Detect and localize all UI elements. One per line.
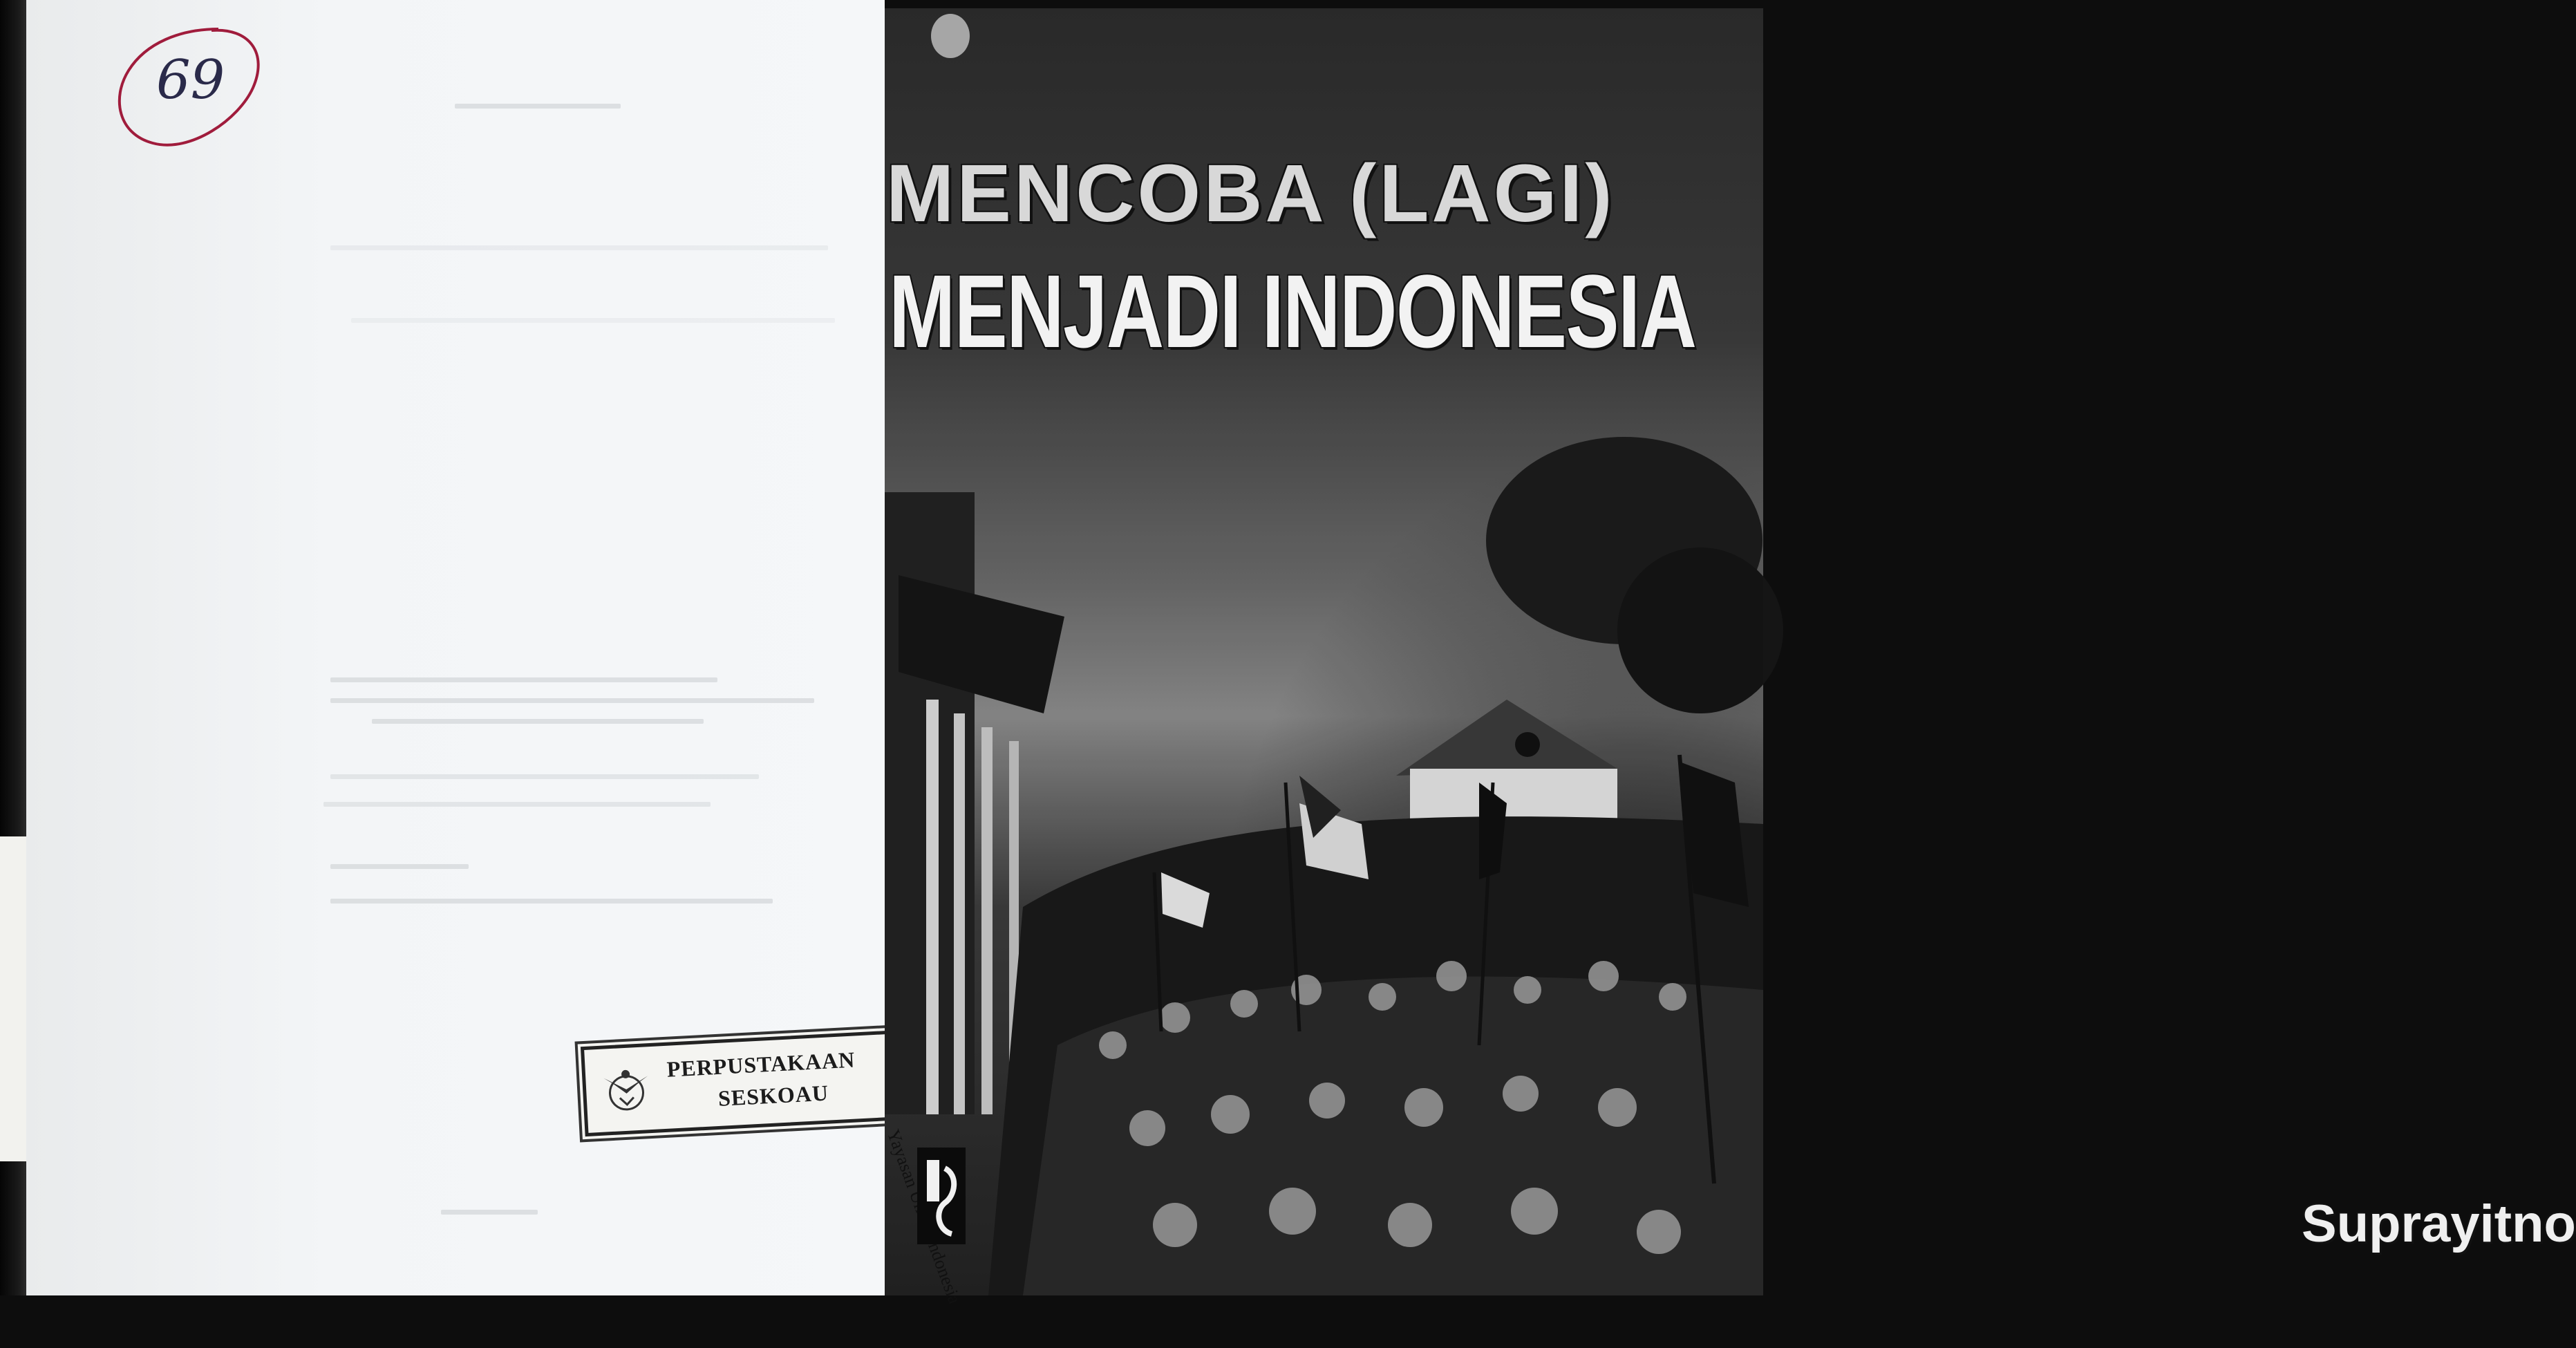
- bleed-through-line: [330, 864, 469, 869]
- bleed-through-line: [330, 677, 717, 682]
- stamp-line-2: SESKOAU: [717, 1080, 829, 1111]
- cover-author: Suprayitno: [2302, 1195, 2576, 1253]
- left-page: [26, 0, 885, 1295]
- bleed-through-line: [455, 104, 621, 109]
- seskoau-emblem-icon: [597, 1060, 655, 1118]
- cover-title-line-1: MENCOBA (LAGI): [886, 148, 1615, 239]
- bleed-through-line: [351, 318, 835, 323]
- bleed-through-line: [372, 719, 704, 724]
- publisher-mark: [883, 1078, 1026, 1307]
- library-stamp: [581, 1030, 906, 1136]
- bleed-through-line: [330, 698, 814, 703]
- stamp-line-1: PERPUSTAKAAN: [666, 1047, 856, 1082]
- handwritten-page-number: [108, 15, 274, 153]
- publisher-name: Yayasan Indonesia: [883, 1127, 965, 1307]
- yui-logo-icon: [917, 1148, 966, 1244]
- bleed-through-line: [441, 1210, 538, 1215]
- bleed-through-line: [330, 245, 828, 250]
- page-number-text: 69: [156, 49, 225, 111]
- cover-title-line-2: MENJADI INDONESIA: [889, 253, 1696, 369]
- bleed-through-line: [323, 802, 711, 807]
- scratch-mark: [931, 14, 970, 58]
- page-number-circle-icon: [108, 15, 274, 153]
- bleed-through-line: [330, 774, 759, 779]
- bleed-through-line: [330, 899, 773, 904]
